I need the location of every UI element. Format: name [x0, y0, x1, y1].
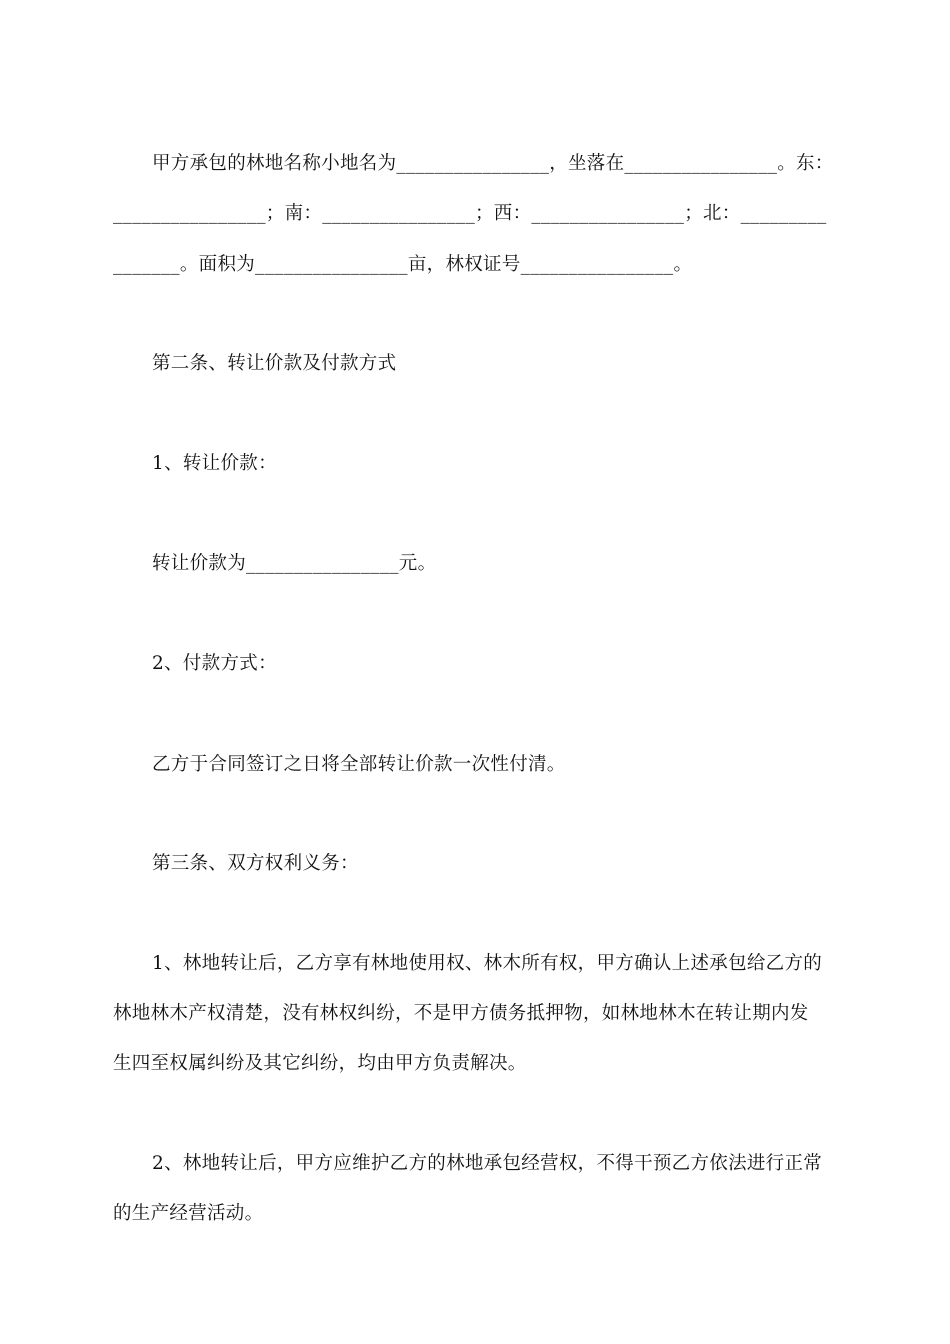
paragraph-rights-1-line-1: 1、林地转让后，乙方享有林地使用权、林木所有权，甲方确认上述承包给乙方的: [152, 953, 823, 974]
paragraph-location-line-1: 甲方承包的林地名称小地名为________________，坐落在________________。东：: [152, 153, 834, 174]
section-heading-article-3: 第三条、双方权利义务：: [152, 853, 359, 874]
section-heading-article-2: 第二条、转让价款及付款方式: [152, 353, 397, 374]
subheading-payment-method: 2、付款方式：: [152, 653, 277, 674]
paragraph-location-line-2: ________________；南：________________；西：________________；北：_________: [113, 203, 827, 224]
paragraph-rights-2-line-1: 2、林地转让后，甲方应维护乙方的林地承包经营权，不得干预乙方依法进行正常: [152, 1153, 823, 1174]
paragraph-transfer-price: 转让价款为________________元。: [152, 553, 437, 574]
paragraph-rights-1-line-2: 林地林木产权清楚，没有林权纠纷，不是甲方债务抵押物，如林地林木在转让期内发: [113, 1003, 809, 1024]
paragraph-rights-1-line-3: 生四至权属纠纷及其它纠纷，均由甲方负责解决。: [113, 1053, 527, 1074]
subheading-transfer-price: 1、转让价款：: [152, 453, 277, 474]
paragraph-payment-method: 乙方于合同签订之日将全部转让价款一次性付清。: [152, 754, 566, 775]
paragraph-rights-2-line-2: 的生产经营活动。: [113, 1203, 264, 1224]
paragraph-location-line-3: _______。面积为________________亩，林权证号________________。: [113, 254, 693, 275]
